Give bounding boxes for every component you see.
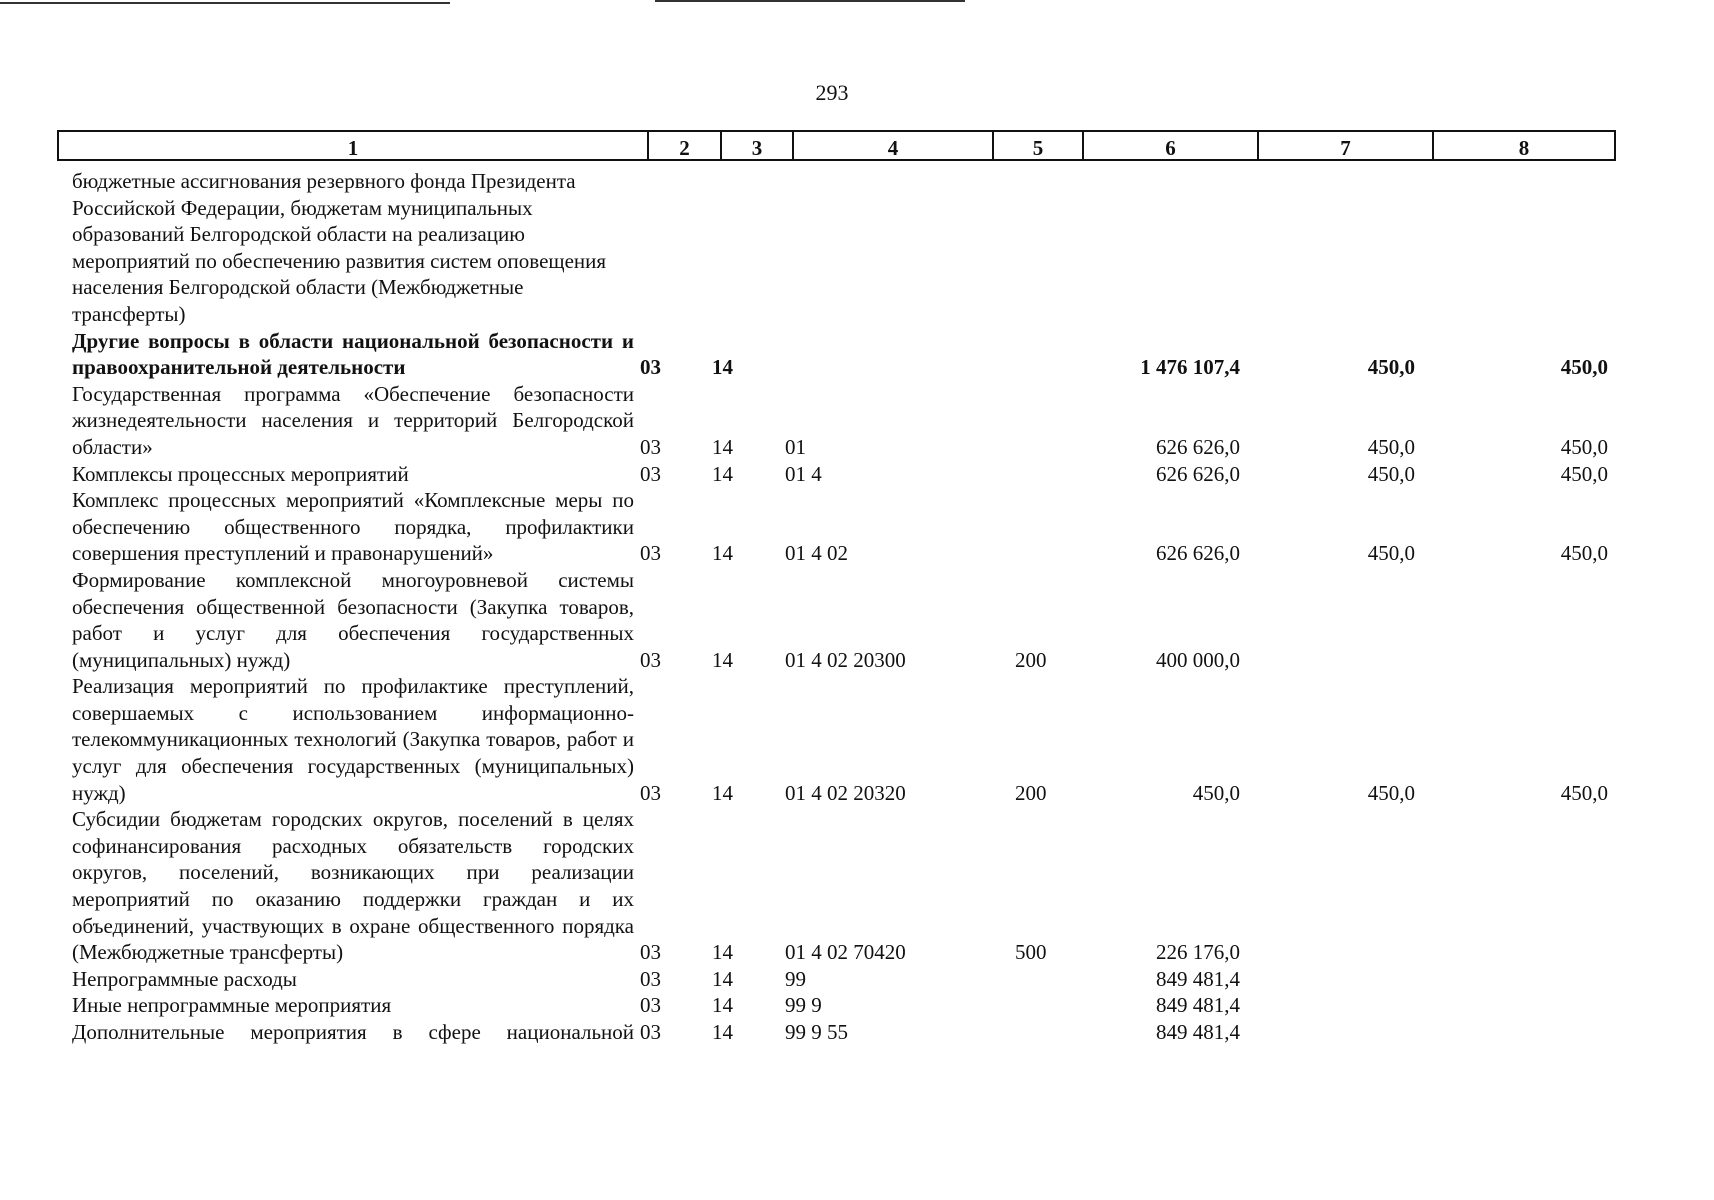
target-article: 01 4 02	[785, 541, 848, 566]
section-code: 03	[640, 966, 661, 991]
target-article: 01 4 02 20320	[785, 780, 906, 805]
table-row	[72, 673, 1616, 806]
section-code: 03	[640, 780, 661, 805]
header-cell: 7	[1259, 132, 1434, 161]
section-code: 03	[640, 993, 661, 1018]
amount-col-7: 450,0	[1367, 461, 1415, 486]
subsection-code: 14	[712, 966, 733, 991]
row-name: Другие вопросы в области национальной безопасности и правоохранительной деятельности	[72, 328, 634, 380]
subsection-code: 14	[712, 1020, 733, 1044]
amount-col-6: 226 176,0	[1156, 940, 1240, 965]
amount-col-6: 849 481,4	[1156, 966, 1240, 991]
row-name: Непрограммные расходы	[72, 966, 297, 991]
amount-col-7: 450,0	[1367, 541, 1415, 566]
table-row	[72, 328, 1616, 381]
row-name: Иные непрограммные мероприятия	[72, 993, 392, 1018]
subsection-code: 14	[712, 940, 733, 965]
table-row	[72, 567, 1616, 673]
amount-col-8: 450,0	[1560, 541, 1608, 566]
amount-col-7: 450,0	[1367, 355, 1415, 380]
amount-col-7: 450,0	[1367, 434, 1415, 459]
amount-col-8: 450,0	[1560, 355, 1608, 380]
amount-col-8: 450,0	[1560, 780, 1608, 805]
section-code: 03	[640, 355, 661, 380]
header-cell: 5	[994, 132, 1084, 161]
subsection-code: 14	[712, 541, 733, 566]
amount-col-6: 400 000,0	[1156, 647, 1240, 672]
header-cell: 3	[722, 132, 794, 161]
section-code: 03	[640, 940, 661, 965]
table-row	[72, 966, 1616, 993]
target-article: 01 4	[785, 461, 822, 486]
header-cell: 6	[1084, 132, 1259, 161]
amount-col-6: 626 626,0	[1156, 461, 1240, 486]
table-row	[72, 168, 1616, 328]
amount-col-6: 849 481,4	[1156, 1020, 1240, 1044]
amount-col-7: 450,0	[1367, 780, 1415, 805]
expense-type: 500	[1015, 940, 1047, 965]
subsection-code: 14	[712, 355, 733, 380]
row-name: Формирование комплексной многоуровневой системы обеспечения общественной безопасности (Закупка товаров, работ и услуг для обеспечения государственных (муниципальных) нужд)	[72, 567, 634, 672]
amount-col-8: 450,0	[1560, 461, 1608, 486]
section-code: 03	[640, 1020, 661, 1044]
page-number: 293	[815, 80, 849, 105]
row-name: Субсидии бюджетам городских округов, поселений в целях софинансирования расходных обязательств городских округов, поселений, возникающих при реализации мероприятий по оказанию поддержки граждан и их объединений, участвующих в охране общественного порядка (Межбюджетные трансферты)	[72, 807, 634, 965]
amount-col-6: 626 626,0	[1156, 541, 1240, 566]
row-name: бюджетные ассигнования резервного фонда Президента Российской Федерации, бюджетам муниципальных образований Белгородской области на реализацию мероприятий по обеспечению развития систем оповещения населения Белгородской области (Межбюджетные трансферты)	[72, 169, 607, 326]
table-row	[72, 487, 1616, 567]
header-cell: 1	[59, 132, 649, 161]
section-code: 03	[640, 461, 661, 486]
subsection-code: 14	[712, 780, 733, 805]
table-body	[72, 168, 1616, 1046]
row-name: Комплекс процессных мероприятий «Комплексные меры по обеспечению общественного порядка, профилактики совершения преступлений и правонарушений»	[72, 488, 634, 566]
scan-artifact-line	[0, 2, 450, 4]
amount-col-6: 626 626,0	[1156, 434, 1240, 459]
target-article: 01 4 02 70420	[785, 940, 906, 965]
row-name: Реализация мероприятий по профилактике преступлений, совершаемых с использованием информационно-телекоммуникационных технологий (Закупка товаров, работ и услуг для обеспечения государственных (муниципальных) нужд)	[72, 674, 634, 805]
expense-type: 200	[1015, 780, 1047, 805]
section-code: 03	[640, 541, 661, 566]
table-row	[72, 1019, 1616, 1046]
target-article: 99 9	[785, 993, 822, 1018]
header-cell: 4	[794, 132, 994, 161]
amount-col-6: 1 476 107,4	[1140, 355, 1240, 380]
target-article: 01 4 02 20300	[785, 647, 906, 672]
expense-type: 200	[1015, 647, 1047, 672]
header-cell: 2	[649, 132, 722, 161]
amount-col-8: 450,0	[1560, 434, 1608, 459]
header-cell: 8	[1518, 136, 1530, 160]
table-row	[72, 806, 1616, 966]
scan-artifact-line	[655, 0, 965, 2]
section-code: 03	[640, 647, 661, 672]
row-name: Комплексы процессных мероприятий	[72, 461, 409, 486]
subsection-code: 14	[712, 461, 733, 486]
row-name: Государственная программа «Обеспечение безопасности жизнедеятельности населения и территорий Белгородской области»	[72, 381, 634, 459]
table-row	[72, 461, 1616, 488]
subsection-code: 14	[712, 993, 733, 1018]
amount-col-6: 450,0	[1192, 780, 1240, 805]
target-article: 99 9 55	[785, 1020, 848, 1044]
subsection-code: 14	[712, 647, 733, 672]
subsection-code: 14	[712, 434, 733, 459]
section-code: 03	[640, 434, 661, 459]
table-row	[72, 992, 1616, 1019]
table-header	[57, 130, 1616, 161]
target-article: 01	[785, 434, 806, 459]
row-name: Дополнительные мероприятия в сфере национальной	[72, 1020, 634, 1044]
amount-col-6: 849 481,4	[1156, 993, 1240, 1018]
target-article: 99	[785, 966, 806, 991]
table-row	[72, 381, 1616, 461]
